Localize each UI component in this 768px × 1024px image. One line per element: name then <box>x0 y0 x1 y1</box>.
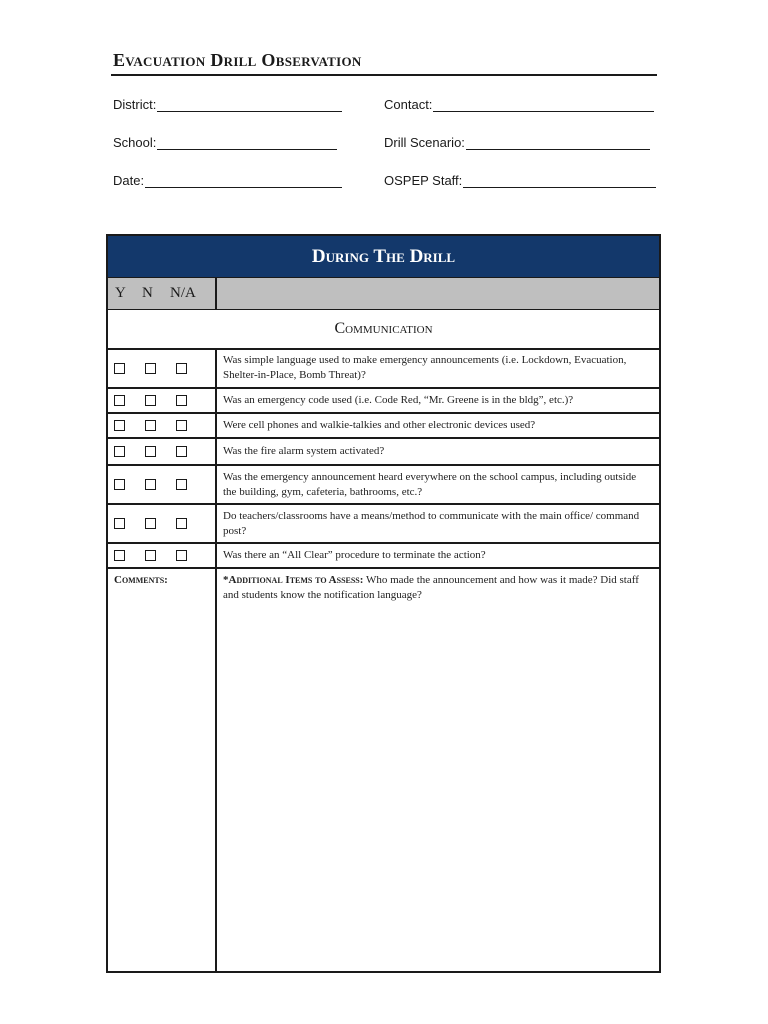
question-text: Were cell phones and walkie-talkies and other electronic devices used? <box>223 419 536 431</box>
yes-checkbox[interactable] <box>114 446 125 457</box>
question-row <box>108 350 659 389</box>
yn-header-row <box>108 277 659 310</box>
school-label: School: <box>113 135 157 150</box>
drill-scenario-line[interactable] <box>466 135 650 150</box>
question-row <box>108 466 659 505</box>
no-checkbox[interactable] <box>145 420 156 431</box>
date-field[interactable] <box>113 173 342 188</box>
question-row <box>108 505 659 544</box>
contact-field[interactable] <box>384 97 654 112</box>
date-label: Date: <box>113 173 145 188</box>
yes-checkbox[interactable] <box>114 420 125 431</box>
yes-checkbox[interactable] <box>114 518 125 529</box>
question-text: Was the fire alarm system activated? <box>223 445 385 457</box>
district-field[interactable] <box>113 97 342 112</box>
section-title: Communication <box>108 310 659 350</box>
question-row <box>108 414 659 439</box>
na-checkbox[interactable] <box>176 363 187 374</box>
yes-checkbox[interactable] <box>114 550 125 561</box>
question-text: Was the emergency announcement heard everywhere on the school campus, including outside the building, gym, cafeteria, bathrooms, etc.? <box>223 471 637 498</box>
question-text: Was there an “All Clear” procedure to terminate the action? <box>223 549 486 561</box>
yes-checkbox[interactable] <box>114 479 125 490</box>
no-checkbox[interactable] <box>145 446 156 457</box>
column-divider <box>215 278 217 309</box>
ospep-staff-line[interactable] <box>463 173 656 188</box>
yes-checkbox[interactable] <box>114 363 125 374</box>
school-line[interactable] <box>157 135 337 150</box>
na-checkbox[interactable] <box>176 420 187 431</box>
question-row <box>108 389 659 414</box>
additional-items-label: *Additional Items to Assess: <box>223 574 364 586</box>
question-row <box>108 544 659 569</box>
na-checkbox[interactable] <box>176 550 187 561</box>
title-divider <box>111 74 657 76</box>
na-checkbox[interactable] <box>176 395 187 406</box>
no-checkbox[interactable] <box>145 363 156 374</box>
district-line[interactable] <box>157 97 342 112</box>
comments-label: Comments: <box>114 574 168 586</box>
additional-items-text[interactable] <box>223 573 651 603</box>
date-line[interactable] <box>145 173 342 188</box>
ospep-staff-field[interactable] <box>384 173 656 188</box>
question-row <box>108 439 659 466</box>
school-field[interactable] <box>113 135 337 150</box>
drill-scenario-field[interactable] <box>384 135 650 150</box>
contact-line[interactable] <box>433 97 654 112</box>
question-text: Was simple language used to make emergency announcements (i.e. Lockdown, Evacuation, Shelter-in-Place, Bomb Threat)? <box>223 354 627 381</box>
yes-checkbox[interactable] <box>114 395 125 406</box>
contact-label: Contact: <box>384 97 433 112</box>
no-checkbox[interactable] <box>145 395 156 406</box>
district-label: District: <box>113 97 157 112</box>
table-header: During The Drill <box>108 236 659 277</box>
no-checkbox[interactable] <box>145 550 156 561</box>
page-title: Evacuation Drill Observation <box>113 50 362 70</box>
na-checkbox[interactable] <box>176 518 187 529</box>
drill-table <box>106 234 661 973</box>
no-checkbox[interactable] <box>145 518 156 529</box>
no-column-label: N <box>142 285 153 301</box>
additional-items-body: Who made the announcement and how was it made? Did staff and students know the notification language? <box>223 574 639 601</box>
na-column-label: N/A <box>170 285 196 301</box>
question-text: Do teachers/classrooms have a means/method to communicate with the main office/ command post? <box>223 510 640 537</box>
drill-scenario-label: Drill Scenario: <box>384 135 465 150</box>
na-checkbox[interactable] <box>176 479 187 490</box>
yes-column-label: Y <box>115 285 126 301</box>
no-checkbox[interactable] <box>145 479 156 490</box>
question-text: Was an emergency code used (i.e. Code Red, “Mr. Greene is in the bldg”, etc.)? <box>223 394 574 406</box>
ospep-staff-label: OSPEP Staff: <box>384 173 463 188</box>
na-checkbox[interactable] <box>176 446 187 457</box>
